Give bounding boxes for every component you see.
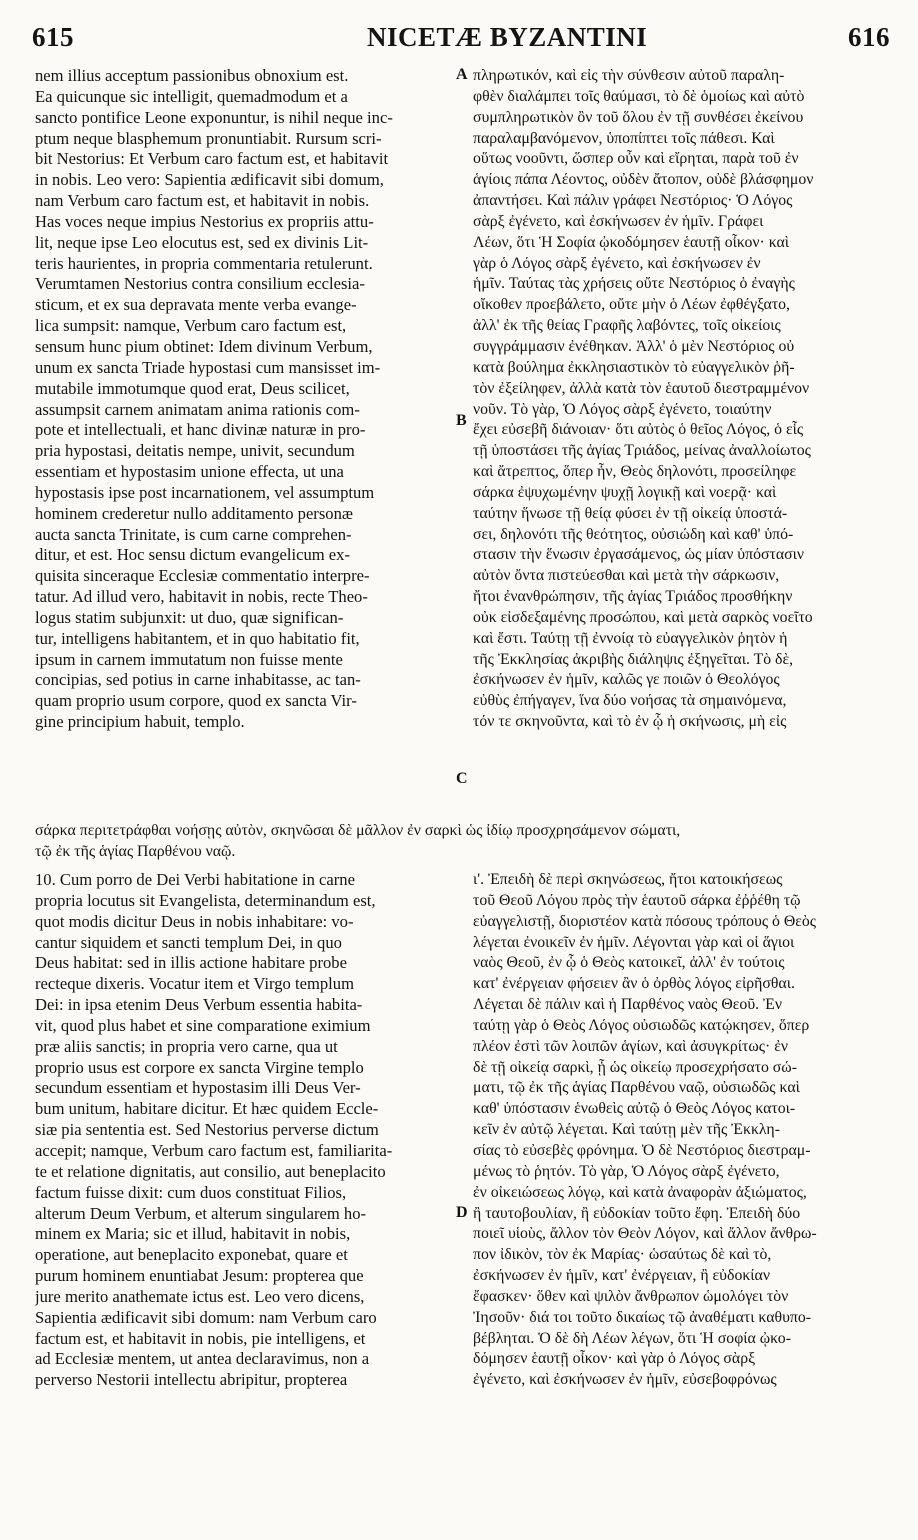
greek-text-line: ἀπαντήσει. Καὶ πάλιν γράφει Νεστόριος· Ὁ Λόγος <box>473 192 793 210</box>
greek-text-line: κατὰ βούλημα ἐκκλησιαστικὸν τὸ εὐαγγελικὸν ῥῆ- <box>473 358 795 376</box>
latin-text-line: hypostasis ipse post incarnationem, vel assumptum <box>35 482 375 502</box>
latin-text-line: gine principium habuit, templo. <box>35 712 245 732</box>
latin-text-line: nam Verbum caro factum est, et habitavit in nobis. <box>35 191 370 211</box>
latin-text-line: Ea quicunque sic intelligit, quemadmodum et a <box>35 86 348 106</box>
greek-text-line: ταύτῃ γὰρ ὁ Θεὸς Λόγος οὐσιωδῶς κατῴκησεν, ὅπερ <box>473 1016 810 1034</box>
greek-column-upper <box>473 66 891 733</box>
greek-text-line: τόν τε σκηνοῦντα, καὶ τὸ ἐν ᾧ ἡ σκήνωσις, μὴ εἰς <box>473 713 787 731</box>
left-page-number: 615 <box>32 22 74 52</box>
greek-crossover-line: σάρκα περιτετράφθαι νοήσῃς αὐτὸν, σκηνῶσαι δὲ μᾶλλον ἐν σαρκὶ ὡς ἰδίῳ προσχρησάμενον σώματι, <box>35 822 681 839</box>
latin-text-line: propria locutus sit Evangelista, determinandum est, <box>35 890 376 910</box>
margin-letter-b: B <box>456 412 467 429</box>
latin-text-line: sancto pontifice Leone exponuntur, is nihil neque inc- <box>35 107 393 127</box>
greek-text-line: ἁγίοις πάπα Λέοντος, οὐδὲν ἄτοπον, οὐδὲ βλάσφημον <box>473 171 814 189</box>
latin-text-line: minem ex Maria; sic et illud, habitavit in nobis, <box>35 1224 351 1244</box>
latin-text-line: bit Nestorius: Et Verbum caro factum est, et habitavit <box>35 149 389 169</box>
greek-text-line: βέβληται. Ὁ δὲ δὴ Λέων λέγων, ὅτι Ἡ σοφία ᾠκο- <box>473 1329 791 1347</box>
latin-text-line: logus statim subjunxit: ut duo, quæ significan- <box>35 607 344 627</box>
latin-text-line: pote et intellectuali, et hanc divinæ naturæ in pro- <box>35 420 366 440</box>
greek-text-line: λέγεται ἐνοικεῖν ἐν ἡμῖν. Λέγονται γὰρ καὶ οἱ ἅγιοι <box>473 933 795 951</box>
latin-text-line: secundum essentiam et hypostasim illi Deus Ver- <box>35 1078 361 1098</box>
greek-text-line: ι'. Ἐπειδὴ δὲ περὶ σκηνώσεως, ἤτοι κατοικήσεως <box>473 871 783 888</box>
greek-text-line: τῆς Ἐκκλησίας ἀκριβὴς διάληψις ἐξηγεῖται. Τὸ δὲ, <box>473 650 794 668</box>
greek-crossover-line: τῷ ἐκ τῆς ἁγίας Παρθένου ναῷ. <box>35 843 236 860</box>
latin-text-line: teris haurientes, in propria commentaria retulerunt. <box>35 253 373 273</box>
greek-text-line: δόμησεν ἑαυτῇ οἶκον· καὶ γὰρ ὁ Λόγος σὰρξ <box>473 1350 756 1368</box>
latin-text-line: aucta sancta Trinitate, is cum carne comprehen- <box>35 524 352 544</box>
greek-text-line: ἀλλ' ἐκ τῆς θείας Γραφῆς λαβόντες, τοῖς οἰκείοις <box>473 317 781 335</box>
greek-text-line: ἐν οἰκειώσεως λόγῳ, καὶ κατὰ ἀναφορὰν ἀξιώματος, <box>473 1183 807 1201</box>
greek-text-line: οὐκ εἰσδεξαμένης προσώπου, καὶ μετὰ σαρκὸς νοεῖτο <box>473 608 813 626</box>
latin-text-line: essentiam et hypostasim unione effecta, ut una <box>35 462 344 482</box>
latin-text-line: Verumtamen Nestorius contra consilium ecclesia- <box>35 274 365 294</box>
latin-text-line: unum ex sancta Triade hypostasi cum mansisset im- <box>35 357 381 377</box>
latin-text-line: quam proprio usum corpore, quod ex sancta Vir- <box>35 691 357 711</box>
greek-text-line: συμπληρωτικὸν ὂν τοῦ ὅλου ἐν τῇ συνθέσει ἐκείνου <box>473 108 804 126</box>
greek-text-line: σάρκα ἐψυχωμένην ψυχῇ λογικῇ καὶ νοερᾷ· καὶ <box>473 483 777 501</box>
latin-text-line: præ aliis sanctis; in propria vero carne, qua ut <box>35 1036 338 1056</box>
latin-text-line: ditur, et est. Hoc sensu dictum evangelicum ex- <box>35 545 350 565</box>
greek-text-line: πον ἰδικὸν, τὸν ἐκ Μαρίας· ὡσαύτως δὲ καὶ τὸ, <box>473 1246 772 1264</box>
latin-text-line: quisita sinceraque Ecclesiæ commentatio interpre- <box>35 566 370 586</box>
latin-text-line: Has voces neque impius Nestorius ex propriis attu- <box>35 211 374 231</box>
greek-text-line: κατ' ἐνέργειαν φήσειεν ἂν ὁ ὀρθὸς λόγος εἰρῆσθαι. <box>473 975 795 993</box>
latin-text-line: sticum, et ex sua depravata mente verba evange- <box>35 295 357 315</box>
greek-text-line: στασιν τὴν ἕνωσιν ἐργασάμενος, ὡς μίαν ὑπόστασιν <box>473 546 805 564</box>
latin-text-line: vit, quod plus habet et sine comparatione eximium <box>35 1015 371 1035</box>
greek-text-line: μένως τὸ ῥητόν. Τὸ γὰρ, Ὁ Λόγος σὰρξ ἐγένετο, <box>473 1162 780 1180</box>
greek-text-line: ἔφασκεν· ὅθεν καὶ ψιλὸν ἄνθρωπον ὡμολόγει τὸν <box>473 1287 789 1305</box>
greek-text-line: σὰρξ ἐγένετο, καὶ ἐσκήνωσεν ἐν ἡμῖν. Γράφει <box>473 212 764 230</box>
latin-text-line: tatur. Ad illud vero, habitavit in nobis, recte Theo- <box>35 587 368 607</box>
latin-text-line: alterum Deum Verbum, et alterum singularem ho- <box>35 1203 367 1223</box>
latin-text-line: siæ pia sententia est. Sed Nestorius perverse dictum <box>35 1120 379 1140</box>
greek-text-line: εὐαγγελιστῇ, διοριστέον κατὰ πόσους τρόπους ὁ Θεὸς <box>473 912 817 930</box>
latin-text-line: quot modis dicitur Deus in nobis inhabitare: vo- <box>35 911 354 931</box>
greek-text-line: αὐτὸν ὄντα πιστεύεσθαι καὶ μετὰ τὴν σάρκωσιν, <box>473 567 780 585</box>
latin-text-line: factum est, et habitavit in nobis, pie intelligens, et <box>35 1328 366 1348</box>
latin-text-line: Dei: in ipsa etenim Deus Verbum essentia habita- <box>35 995 363 1015</box>
greek-text-line: ματι, τῷ ἐκ τῆς ἁγίας Παρθένου ναῷ, οὐσιωδῶς καὶ <box>473 1079 800 1097</box>
greek-text-line: φθὲν διαλάμπει τοῖς θαύμασι, τὸ δὲ ὁμοίως καὶ αὐτὸ <box>473 87 805 105</box>
greek-text-line: δὲ τῇ οἰκείᾳ σαρκὶ, ᾗ ὡς οἰκείῳ προσεχρήσατο σώ- <box>473 1058 797 1076</box>
greek-text-line: εὐθὺς ἐπήγαγεν, ἵνα δύο νοήσας τὰ σημαινόμενα, <box>473 692 787 710</box>
greek-text-line: νοῦν. Τὸ γὰρ, Ὁ Λόγος σὰρξ ἐγένετο, τοιαύτην <box>473 400 772 418</box>
latin-text-line: sensum hunc pium obtinet: Idem divinum Verbum, <box>35 336 373 356</box>
greek-text-line: τῇ ὑποστάσει τῆς ἁγίας Τριάδος, μείνας ἀναλλοίωτος <box>473 442 811 460</box>
greek-text-line: κεῖν ἐν αὐτῷ λέγεται. Καὶ ταύτῃ μὲν τῆς Ἐκκλη- <box>473 1121 780 1139</box>
greek-text-line: σίας τὸ εὐσεβὲς φρόνημα. Ὁ δὲ Νεστόριος διεστραμ- <box>473 1141 811 1159</box>
greek-text-line: ποιεῖ υἱοὺς, ἄλλον τὸν Θεὸν Λόγον, καὶ ἄλλον ἄνθρω- <box>473 1225 817 1243</box>
greek-text-line: ἔχει εὐσεβῆ διάνοιαν· ὅτι αὐτὸς ὁ θεῖος Λόγος, ὁ εἷς <box>473 421 804 439</box>
latin-text-line: recteque dixeris. Vocatur item et Virgo templum <box>35 974 354 994</box>
greek-text-line: πληρωτικόν, καὶ εἰς τὴν σύνθεσιν αὐτοῦ παραλη- <box>473 67 785 84</box>
latin-text-line: in nobis. Leo vero: Sapientia ædificavit sibi domum, <box>35 170 384 190</box>
latin-column-upper <box>35 66 453 733</box>
greek-text-line: ταύτην ἥνωσε τῇ θείᾳ φύσει ἐν τῇ οἰκείᾳ ὑποστά- <box>473 504 788 522</box>
latin-text-line: jure merito anathemate ictus est. Leo vero dicens, <box>35 1286 365 1306</box>
greek-text-line: Λέγεται δὲ πάλιν καὶ ἡ Παρθένος ναὸς Θεοῦ. Ἐν <box>473 996 783 1014</box>
greek-column-lower <box>473 870 891 1391</box>
latin-text-line: Sapientia ædificavit sibi domum: nam Verbum caro <box>35 1307 377 1327</box>
greek-text-line: Λέων, ὅτι Ἡ Σοφία ᾠκοδόμησεν ἑαυτῇ οἶκον· καὶ <box>473 233 790 251</box>
greek-text-line: ἐγένετο, καὶ ἐσκήνωσεν ἐν ἡμῖν, εὐσεβοφρόνως <box>473 1371 777 1389</box>
latin-text-line: lit, neque ipse Leo elocutus est, sed ex divinis Lit- <box>35 232 369 252</box>
greek-text-line: ἤτοι ἐνανθρώπησιν, τῆς ἁγίας Τριάδος προσθήκην <box>473 588 793 606</box>
greek-text-line: συγγράμμασιν ἐνέθηκαν. Ἀλλ' ὁ μὲν Νεστόριος οὐ <box>473 337 795 355</box>
greek-text-line: ἐσκήνωσεν ἐν ἡμῖν, καλῶς γε ποιῶν ὁ Θεολόγος <box>473 671 780 689</box>
latin-text-line: factum fuisse dixit: cum duos constituat Filios, <box>35 1182 347 1202</box>
greek-text-line: οὕτως νοοῦντι, ὥσπερ οὖν καὶ εἴρηται, παρὰ τοῦ ἐν <box>473 150 799 168</box>
latin-text-line: 10. Cum porro de Dei Verbi habitatione in carne <box>35 870 355 889</box>
latin-text-line: proprio usus est corpore ex sancta Virgine templo <box>35 1057 364 1077</box>
latin-text-line: ipsum in carnem immutatum non fuisse mente <box>35 649 343 669</box>
latin-text-line: ptum neque blasphemum pronuntiabit. Rursum scri- <box>35 128 382 148</box>
latin-text-line: tur, intelligens habitantem, et in quo habitatio fit, <box>35 628 360 648</box>
greek-text-line: γὰρ ὁ Λόγος σὰρξ ἐγένετο, καὶ ἐσκήνωσεν ἐν <box>473 254 761 272</box>
margin-letter-a: A <box>456 66 468 83</box>
running-title: NICETÆ BYZANTINI <box>367 22 648 52</box>
greek-text-line: ναὸς Θεοῦ, ἐν ᾧ ὁ Θεὸς κατοικεῖ, ἀλλ' ἐν τούτοις <box>473 954 785 972</box>
latin-text-line: pria hypostasi, deitatis nempe, univit, secundum <box>35 441 355 461</box>
latin-column-lower <box>35 870 453 1391</box>
greek-text-line: καὶ ἄτρεπτος, ὅπερ ἦν, Θεὸς δηλονότι, προσείληφε <box>473 463 797 481</box>
greek-text-line: Ἰησοῦν· διά τοι τοῦτο δικαίως τῷ ἀναθέματι καθυπο- <box>473 1308 812 1326</box>
right-page-number: 616 <box>848 22 890 52</box>
latin-text-line: mutabile immotumque quod erat, Deus scilicet, <box>35 378 350 398</box>
latin-text-line: nem illius acceptum passionibus obnoxium est. <box>35 66 349 85</box>
latin-text-line: bum unitum, habitare dicitur. Et hæc quidem Eccle- <box>35 1099 379 1119</box>
greek-text-line: παραλαμβανόμενον, ὑποπίπτει τοῖς πάθεσι. Καὶ <box>473 129 775 147</box>
greek-text-line: οἴκοθεν προεβάλετο, οὔτε μὴν ὁ Λέων ἐφθέγξατο, <box>473 296 790 314</box>
latin-text-line: perverso Nestorii intellectu abripitur, propterea <box>35 1370 348 1390</box>
margin-letter-c: C <box>456 770 468 787</box>
latin-text-line: ad Ecclesiæ mentem, ut antea declaravimus, non a <box>35 1349 370 1369</box>
greek-text-line: καὶ ἔστι. Ταύτῃ τῇ ἐννοίᾳ τὸ εὐαγγελικὸν ῥητὸν ἡ <box>473 629 788 647</box>
latin-text-line: lica sumpsit: namque, Verbum caro factum est, <box>35 316 347 336</box>
latin-text-line: accepit; namque, Verbum caro factum est, familiarita- <box>35 1140 393 1160</box>
greek-text-line: τοῦ Θεοῦ Λόγου πρὸς τὴν ἑαυτοῦ σάρκα ἐῤῥέθη τῷ <box>473 891 801 909</box>
greek-text-line: ἡμῖν. Ταύτας τὰς χρήσεις οὔτε Νεστόριος ὁ ἐναγὴς <box>473 275 795 293</box>
latin-text-line: te et relatione dignitatis, aut consilio, aut beneplacito <box>35 1161 386 1181</box>
latin-text-line: hominem crederetur nullo additamento personæ <box>35 503 353 523</box>
greek-text-line: πλέον ἐστὶ τῶν λοιπῶν ἁγίων, καὶ ἀσυγκρίτως· ἐν <box>473 1037 788 1055</box>
latin-text-line: purum hominem enuntiabat Jesum: propterea que <box>35 1266 364 1286</box>
greek-text-line: καθ' ὑπόστασιν ἑνωθεὶς αὐτῷ ὁ Θεὸς Λόγος κατοι- <box>473 1100 796 1118</box>
greek-text-line: σει, δηλονότι τῆς θεότητος, οὐσιώδη καὶ καθ' ὑπό- <box>473 525 794 543</box>
latin-text-line: assumpsit carnem animatam anima rationis com- <box>35 399 360 419</box>
greek-text-line: τὸν ἐξείληφεν, ἀλλὰ κατὰ τὸν ἑαυτοῦ διεστραμμένον <box>473 379 810 397</box>
latin-text-line: cantur siquidem et sancti templum Dei, in quo <box>35 932 342 952</box>
greek-text-line: ἢ ταυτοβουλίαν, ἢ εὐδοκίαν τοῦτο ἔφη. Ἐπειδὴ δύο <box>473 1204 801 1222</box>
latin-text-line: Deus habitat: sed in illis actione habitare probe <box>35 953 347 973</box>
greek-text-line: ἐσκήνωσεν ἐν ἡμῖν, κατ' ἐνέργειαν, ἢ εὐδοκίαν <box>473 1267 770 1285</box>
latin-text-line: concipias, sed potius in carne inhabitasse, ac tan- <box>35 670 361 690</box>
page-header <box>32 14 890 54</box>
latin-text-line: operatione, aut beneplacito exponebat, quare et <box>35 1245 348 1265</box>
margin-letter-d: D <box>456 1204 468 1221</box>
